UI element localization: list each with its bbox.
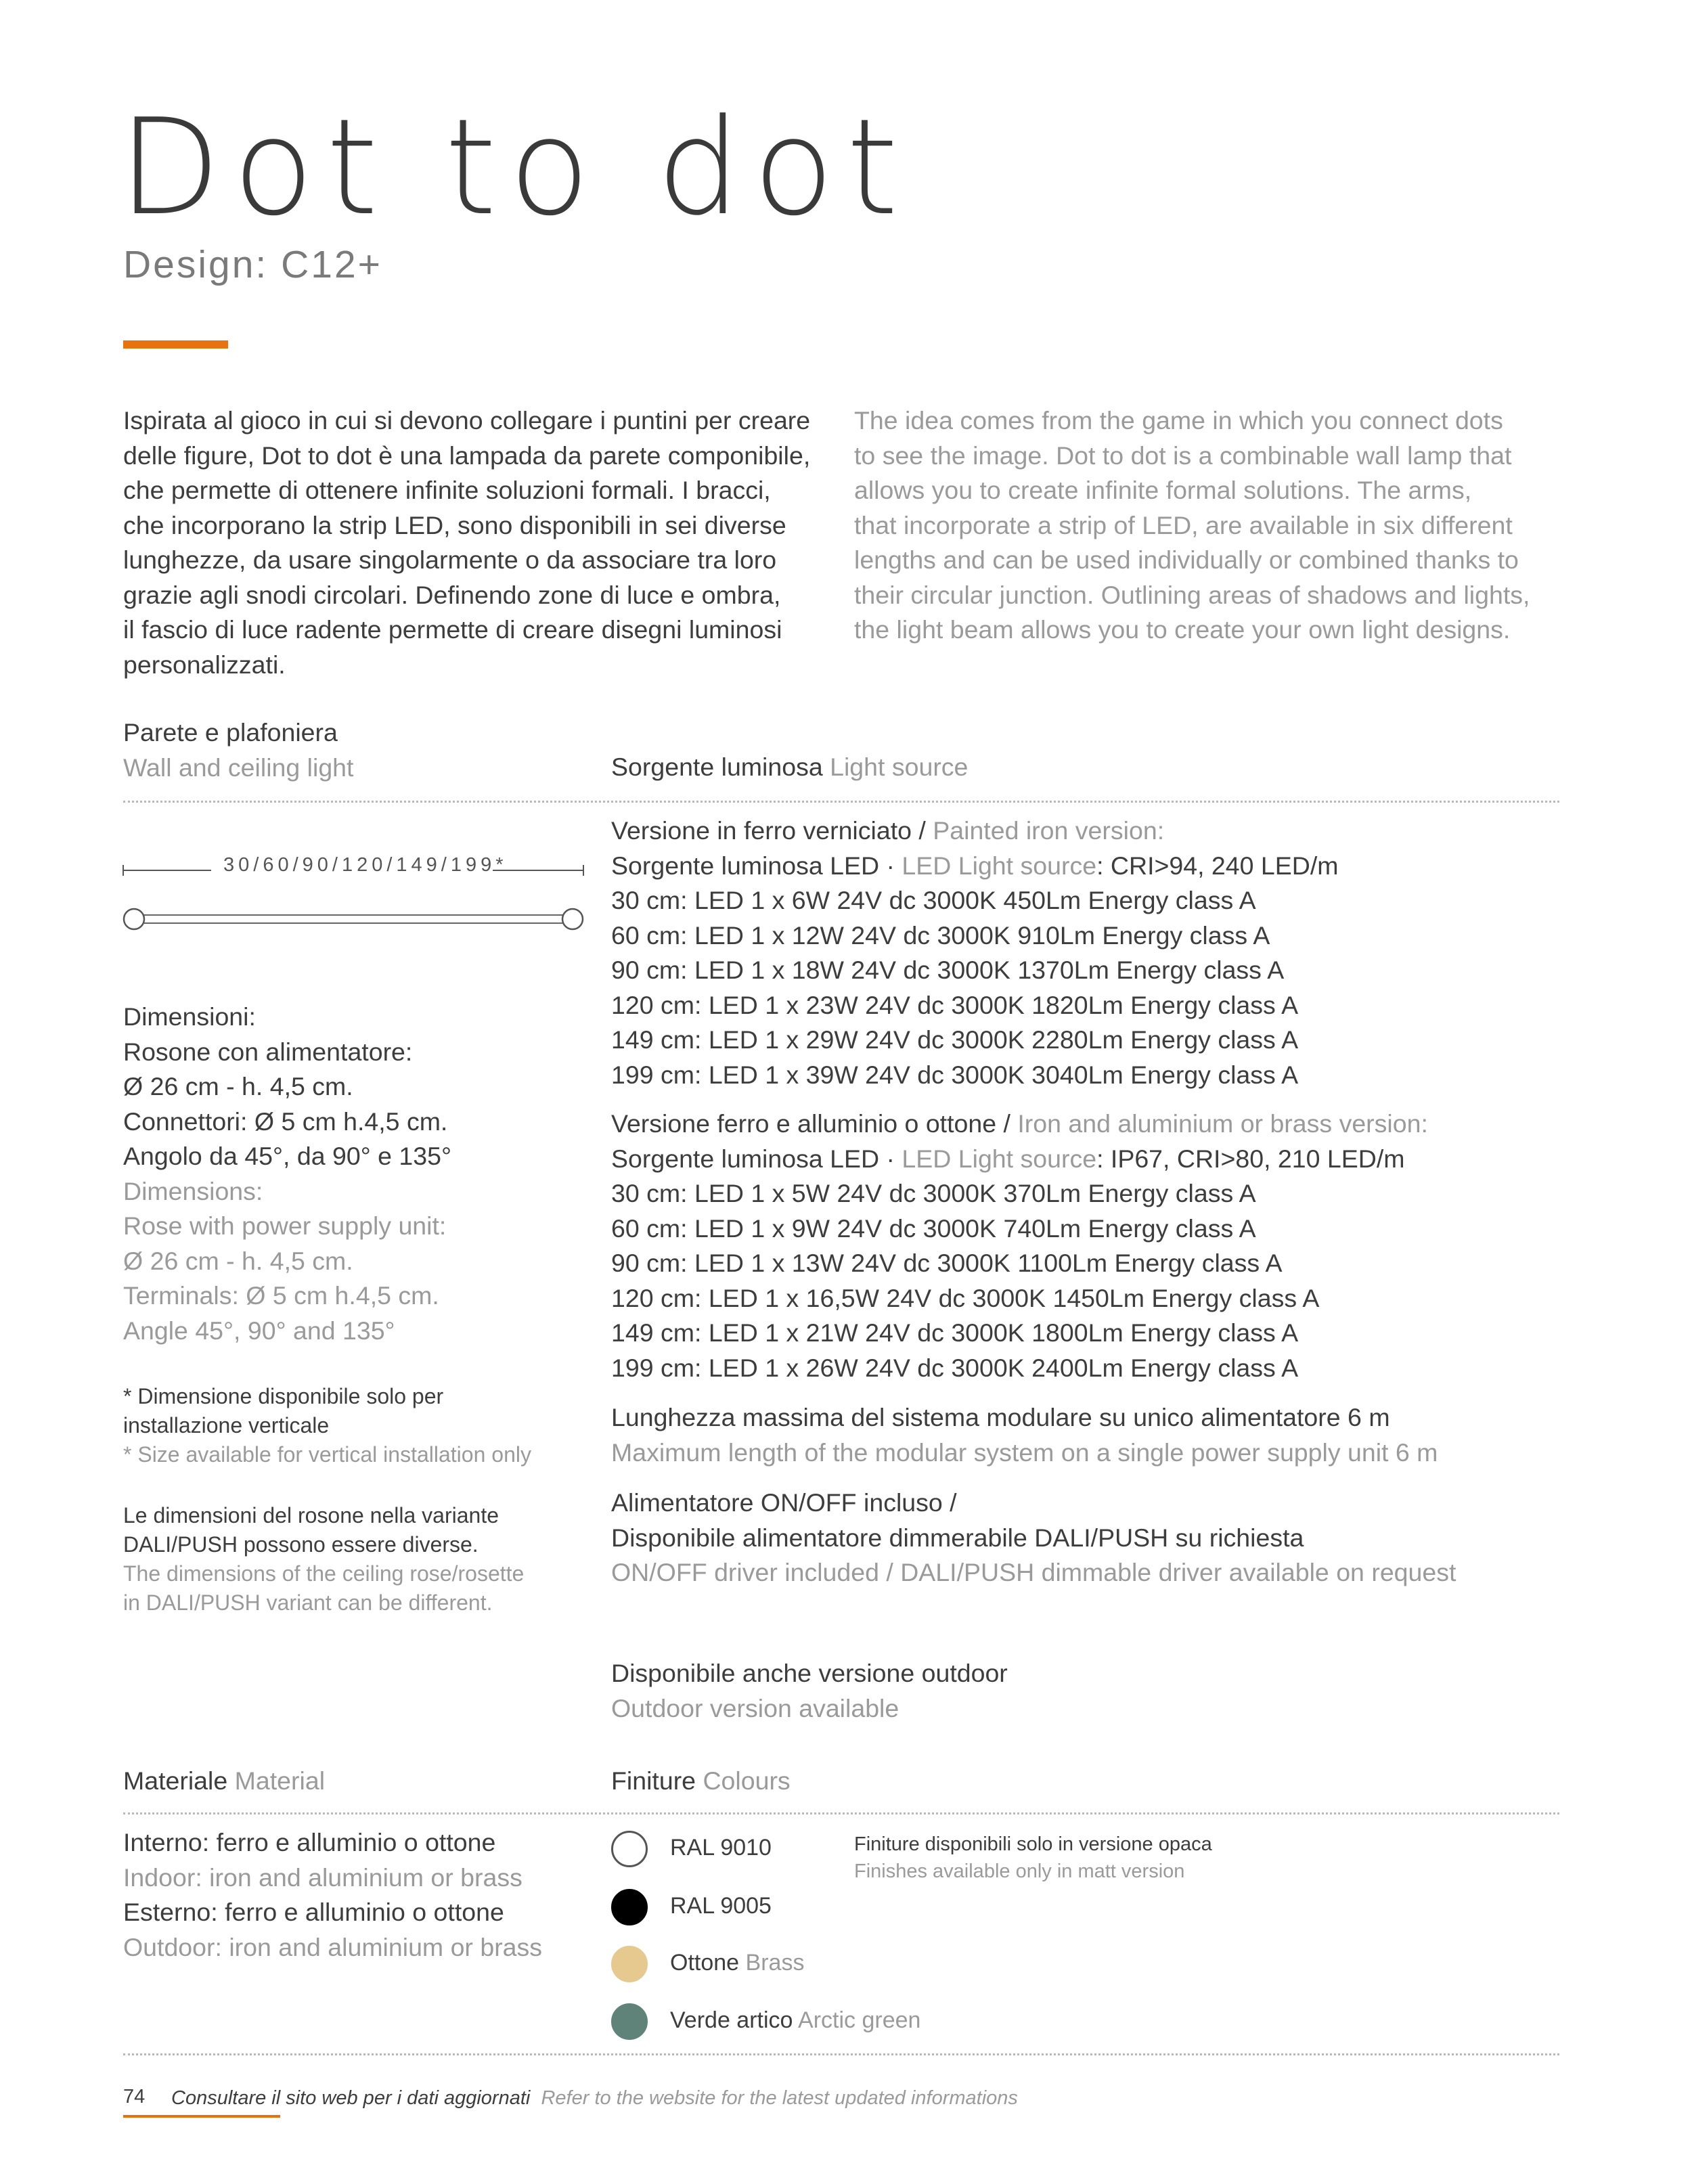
dimensions-line: Dimensions: — [123, 1176, 263, 1205]
finish-label: Ottone Brass — [670, 1950, 805, 1976]
intro-line: allows you to create infinite formal solutions. The arms, — [854, 476, 1472, 504]
material-list — [123, 1825, 542, 1965]
product-type-it: Parete e plafoniera — [123, 718, 338, 746]
accent-divider — [123, 340, 228, 349]
spec-row: 30 cm: LED 1 x 6W 24V dc 3000K 450Lm Energy class A — [611, 886, 1256, 914]
intro-line: their circular junction. Outlining areas of shadows and lights, — [854, 580, 1530, 609]
note-line: The dimensions of the ceiling rose/rosette — [123, 1561, 525, 1586]
dimensions-block — [123, 1000, 451, 1348]
swatch-ral-9005 — [611, 1889, 648, 1925]
junction-left-icon — [124, 909, 144, 929]
note-line: installazione verticale — [123, 1413, 330, 1438]
section-divider — [123, 1812, 1559, 1814]
intro-line: grazie agli snodi circolari. Definendo zone di luce e ombra, — [123, 580, 781, 609]
dimensions-line: Ø 26 cm - h. 4,5 cm. — [123, 1072, 353, 1100]
note-line: Le dimensioni del rosone nella variante — [123, 1503, 499, 1528]
dimensions-line: Angolo da 45°, da 90° e 135° — [123, 1142, 451, 1170]
intro-line: che permette di ottenere infinite soluzioni formali. I bracci, — [123, 476, 771, 504]
alu-version-title: Versione ferro e alluminio o ottone / Iron and aluminium or brass version: — [611, 1109, 1428, 1138]
spec-row: 149 cm: LED 1 x 21W 24V dc 3000K 1800Lm Energy class A — [611, 1318, 1299, 1347]
note-line: DALI/PUSH possono essere diverse. — [123, 1532, 479, 1557]
junction-right-icon — [562, 909, 583, 929]
spec-row: 149 cm: LED 1 x 29W 24V dc 3000K 2280Lm Energy class A — [611, 1025, 1299, 1054]
colours-header: Finiture Colours — [611, 1766, 791, 1795]
material-header: Materiale Material — [123, 1766, 326, 1795]
intro-line: Ispirata al gioco in cui si devono collegare i puntini per creare — [123, 406, 811, 434]
swatch-arctic-green — [611, 2003, 648, 2040]
note-line: in DALI/PUSH variant can be different. — [123, 1590, 493, 1615]
intro-line: personalizzati. — [123, 650, 286, 679]
dimensions-line: Ø 26 cm - h. 4,5 cm. — [123, 1246, 353, 1275]
intro-line: the light beam allows you to create your own light designs. — [854, 615, 1511, 644]
spec-row: 199 cm: LED 1 x 39W 24V dc 3000K 3040Lm Energy class A — [611, 1060, 1299, 1089]
material-line: Interno: ferro e alluminio o ottone — [123, 1828, 496, 1856]
material-line: Outdoor: iron and aluminium or brass — [123, 1932, 543, 1961]
swatch-ral-9010 — [611, 1831, 648, 1867]
painted-version-block — [611, 814, 1339, 1092]
spec-row: 120 cm: LED 1 x 23W 24V dc 3000K 1820Lm Energy class A — [611, 990, 1299, 1019]
dimensions-line: Rosone con alimentatore: — [123, 1037, 413, 1066]
intro-line: che incorporano la strip LED, sono disponibili in sei diverse — [123, 510, 786, 539]
dimensions-line: Angle 45°, 90° and 135° — [123, 1316, 395, 1345]
product-type — [123, 715, 353, 785]
intro-line: to see the image. Dot to dot is a combinable wall lamp that — [854, 441, 1512, 470]
spec-row: 30 cm: LED 1 x 5W 24V dc 3000K 370Lm Energy class A — [611, 1179, 1256, 1207]
painted-version-title: Versione in ferro verniciato / Painted iron version: — [611, 816, 1165, 845]
intro-line: delle figure, Dot to dot è una lampada da parete componibile, — [123, 441, 811, 470]
spec-row: 90 cm: LED 1 x 18W 24V dc 3000K 1370Lm Energy class A — [611, 956, 1285, 984]
finish-label: RAL 9010 — [670, 1835, 772, 1860]
material-line: Esterno: ferro e alluminio o ottone — [123, 1898, 504, 1926]
intro-line: lunghezze, da usare singolarmente o da associare tra loro — [123, 545, 777, 574]
finish-note: Finiture disponibili solo in versione opaca Finishes available only in matt version — [854, 1833, 1212, 1882]
outdoor-block: Disponibile anche versione outdoor Outdoor version available — [611, 1659, 1008, 1722]
dimension-label: 30/60/90/120/149/199* — [223, 854, 508, 876]
dimensions-line: Rose with power supply unit: — [123, 1211, 447, 1240]
spec-row: 60 cm: LED 1 x 9W 24V dc 3000K 740Lm Energy class A — [611, 1213, 1256, 1243]
dimensions-line: Terminals: Ø 5 cm h.4,5 cm. — [123, 1281, 439, 1310]
spec-row: 60 cm: LED 1 x 12W 24V dc 3000K 910Lm Energy class A — [611, 920, 1270, 950]
material-line: Indoor: iron and aluminium or brass — [123, 1863, 522, 1892]
intro-line: il fascio di luce radente permette di creare disegni luminosi — [123, 615, 782, 644]
light-source-header-en: Light source — [830, 753, 969, 781]
page-title: Dot to dot — [118, 91, 911, 245]
alu-version-block — [611, 1107, 1428, 1385]
intro-line: that incorporate a strip of LED, are available in six different — [854, 510, 1513, 539]
light-source-header — [611, 750, 968, 785]
intro-line: lengths and can be used individually or combined thanks to — [854, 545, 1519, 574]
product-type-en: Wall and ceiling light — [123, 753, 354, 782]
finish-label: Verde artico Arctic green — [670, 2007, 921, 2033]
intro-line: The idea comes from the game in which you connect dots — [854, 406, 1503, 434]
note-line: * Dimensione disponibile solo per — [123, 1384, 444, 1408]
dimensions-line: Connettori: Ø 5 cm h.4,5 cm. — [123, 1107, 448, 1136]
note-line: * Size available for vertical installation only — [123, 1442, 531, 1467]
dimensions-line: Dimensioni: — [123, 1002, 256, 1031]
spec-row: 199 cm: LED 1 x 26W 24V dc 3000K 2400Lm Energy class A — [611, 1353, 1299, 1382]
intro-english — [854, 403, 1558, 648]
swatch-brass — [611, 1946, 648, 1982]
intro-italian — [123, 403, 827, 682]
max-length-block: Lunghezza massima del sistema modulare su unico alimentatore 6 m Maximum length of the modular system on a single power supply unit 6 m — [611, 1403, 1438, 1467]
section-divider — [123, 801, 1559, 803]
spec-row: 90 cm: LED 1 x 13W 24V dc 3000K 1100Lm Energy class A — [611, 1249, 1283, 1277]
footer-accent-bar — [123, 2115, 280, 2118]
spec-row: 120 cm: LED 1 x 16,5W 24V dc 3000K 1450Lm Energy class A — [611, 1283, 1320, 1312]
finish-label: RAL 9005 — [670, 1893, 772, 1919]
note-dali — [123, 1501, 524, 1618]
footer-note: Consultare il sito web per i dati aggiornati Refer to the website for the latest updated informations — [171, 2087, 1018, 2109]
painted-light-source: Sorgente luminosa LED · LED Light source: CRI>94, 240 LED/m — [611, 851, 1339, 880]
note-vertical-size — [123, 1382, 531, 1469]
page-number: 74 — [123, 2086, 146, 2108]
alu-light-source: Sorgente luminosa LED · LED Light source: IP67, CRI>80, 210 LED/m — [611, 1144, 1405, 1173]
light-source-header-it: Sorgente luminosa — [611, 753, 823, 781]
section-divider — [123, 2053, 1559, 2055]
driver-block: Alimentatore ON/OFF incluso / Disponibile alimentatore dimmerabile DALI/PUSH su richiesta ON/OFF driver included / DALI/PUSH dimmable driver available on request — [611, 1488, 1456, 1586]
designer-subtitle: Design: C12+ — [123, 243, 382, 286]
